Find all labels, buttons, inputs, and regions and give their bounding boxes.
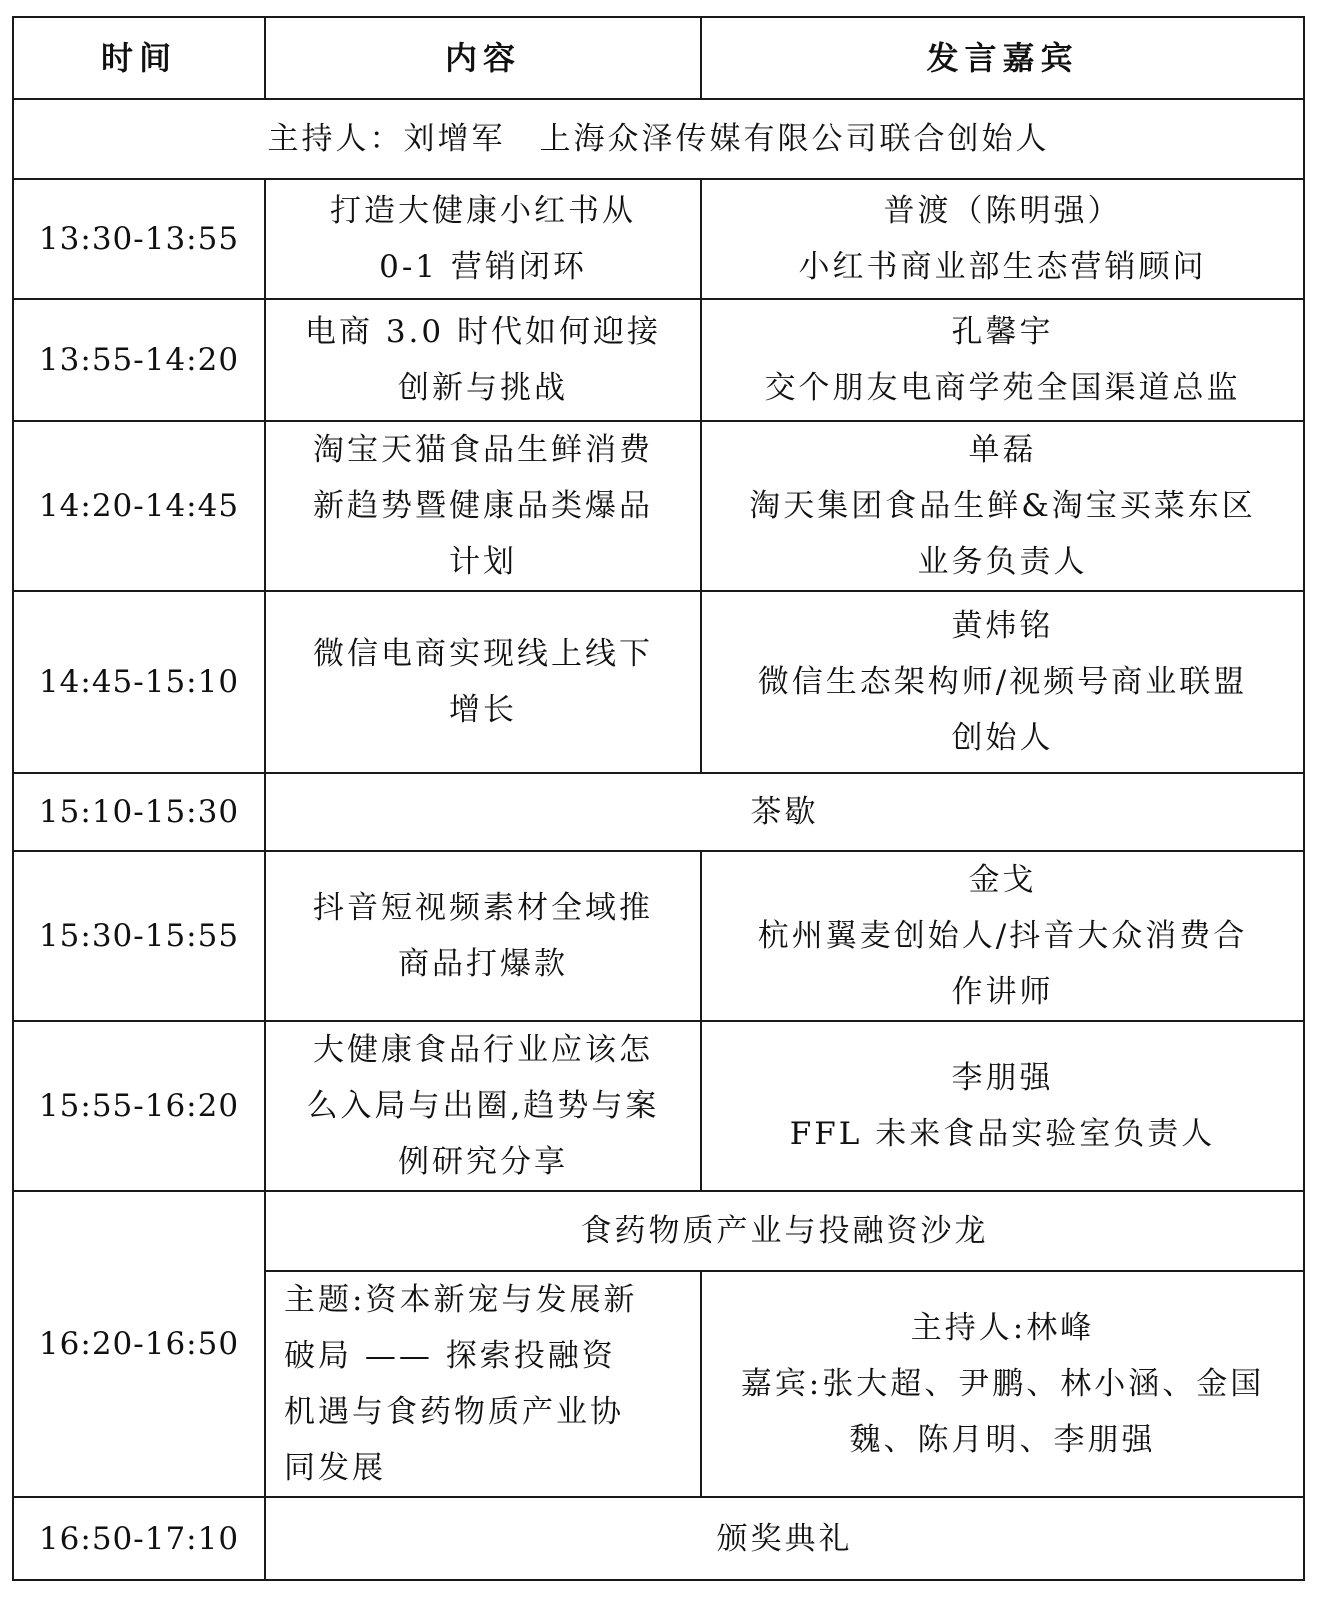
table-row xyxy=(13,421,1304,591)
speaker-name: 黄炜铭 xyxy=(951,608,1054,644)
host-row xyxy=(13,99,1304,179)
speaker-title: 业务负责人 xyxy=(917,544,1088,580)
salon-title: 食药物质产业与投融资沙龙 xyxy=(265,1191,1304,1271)
topic-cell xyxy=(265,851,701,1021)
speaker-cell xyxy=(701,299,1304,421)
speaker-title: FFL 未来食品实验室负责人 xyxy=(789,1116,1216,1152)
time-cell: 16:50-17:10 xyxy=(13,1497,265,1580)
speaker-name: 李朋强 xyxy=(951,1060,1054,1096)
time-cell: 13:55-14:20 xyxy=(13,299,265,421)
time-cell: 16:20-16:50 xyxy=(13,1191,265,1497)
topic-line: 机遇与食药物质产业协 xyxy=(284,1394,624,1430)
break-row xyxy=(13,773,1304,851)
topic-line: 0-1 营销闭环 xyxy=(379,249,587,285)
table-row xyxy=(13,591,1304,773)
topic-line: 微信电商实现线上线下 xyxy=(313,636,653,672)
topic-line: 同发展 xyxy=(284,1450,386,1486)
speaker-name: 金戈 xyxy=(968,862,1037,898)
time-cell: 13:30-13:55 xyxy=(13,179,265,299)
speaker-title: 小红书商业部生态营销顾问 xyxy=(798,249,1207,285)
speaker-cell xyxy=(701,179,1304,299)
table-row xyxy=(13,851,1304,1021)
topic-line: 大健康食品行业应该怎 xyxy=(313,1032,653,1068)
speaker-cell xyxy=(701,421,1304,591)
award-row xyxy=(13,1497,1304,1580)
topic-line: 例研究分享 xyxy=(398,1144,568,1180)
topic-line: 打造大健康小红书从 xyxy=(330,193,636,229)
header-row xyxy=(13,17,1304,99)
agenda-table xyxy=(12,16,1305,1581)
host-cell: 主持人：刘增军 上海众泽传媒有限公司联合创始人 xyxy=(13,99,1304,179)
break-label: 茶歇 xyxy=(265,773,1304,851)
topic-line: 破局 —— 探索投融资 xyxy=(284,1338,616,1374)
time-cell: 15:10-15:30 xyxy=(13,773,265,851)
table-row xyxy=(13,299,1304,421)
speaker-cell xyxy=(701,591,1304,773)
time-cell: 15:30-15:55 xyxy=(13,851,265,1021)
table-row xyxy=(13,179,1304,299)
time-cell: 15:55-16:20 xyxy=(13,1021,265,1191)
salon-guests: 魏、陈月明、李朋强 xyxy=(849,1422,1156,1458)
speaker-name: 普渡（陈明强） xyxy=(883,193,1122,229)
salon-topic-cell xyxy=(265,1271,701,1497)
speaker-title: 作讲师 xyxy=(951,974,1054,1010)
speaker-title: 淘天集团食品生鲜&淘宝买菜东区 xyxy=(749,488,1256,524)
topic-cell xyxy=(265,591,701,773)
speaker-title: 微信生态架构师/视频号商业联盟 xyxy=(757,664,1248,700)
salon-guests: 嘉宾:张大超、尹鹏、林小涵、金国 xyxy=(740,1366,1265,1402)
speaker-cell xyxy=(701,1021,1304,1191)
topic-line: 创新与挑战 xyxy=(398,370,568,406)
topic-line: 淘宝天猫食品生鲜消费 xyxy=(313,432,653,468)
topic-line: 电商 3.0 时代如何迎接 xyxy=(304,314,661,350)
topic-cell xyxy=(265,1021,701,1191)
header-topic: 内容 xyxy=(265,17,701,99)
speaker-title: 创始人 xyxy=(951,720,1054,756)
topic-line: 商品打爆款 xyxy=(398,946,568,982)
topic-line: 增长 xyxy=(449,692,517,728)
header-time: 时间 xyxy=(13,17,265,99)
salon-host: 主持人:林峰 xyxy=(910,1310,1095,1346)
speaker-name: 单磊 xyxy=(968,432,1037,468)
salon-title-row xyxy=(13,1191,1304,1271)
topic-line: 新趋势暨健康品类爆品 xyxy=(313,488,653,524)
speaker-title: 交个朋友电商学苑全国渠道总监 xyxy=(764,370,1241,406)
speaker-name: 孔馨宇 xyxy=(951,314,1054,350)
topic-line: 主题:资本新宠与发展新 xyxy=(284,1282,638,1318)
salon-speaker-cell xyxy=(701,1271,1304,1497)
speaker-title: 杭州翼麦创始人/抖音大众消费合 xyxy=(757,918,1248,954)
topic-line: 计划 xyxy=(449,544,517,580)
speaker-cell xyxy=(701,851,1304,1021)
topic-cell xyxy=(265,299,701,421)
time-cell: 14:45-15:10 xyxy=(13,591,265,773)
topic-cell xyxy=(265,179,701,299)
time-cell: 14:20-14:45 xyxy=(13,421,265,591)
topic-cell xyxy=(265,421,701,591)
header-speaker: 发言嘉宾 xyxy=(701,17,1304,99)
topic-line: 么入局与出圈,趋势与案 xyxy=(306,1088,660,1124)
table-row xyxy=(13,1021,1304,1191)
award-label: 颁奖典礼 xyxy=(265,1497,1304,1580)
topic-line: 抖音短视频素材全域推 xyxy=(313,890,653,926)
